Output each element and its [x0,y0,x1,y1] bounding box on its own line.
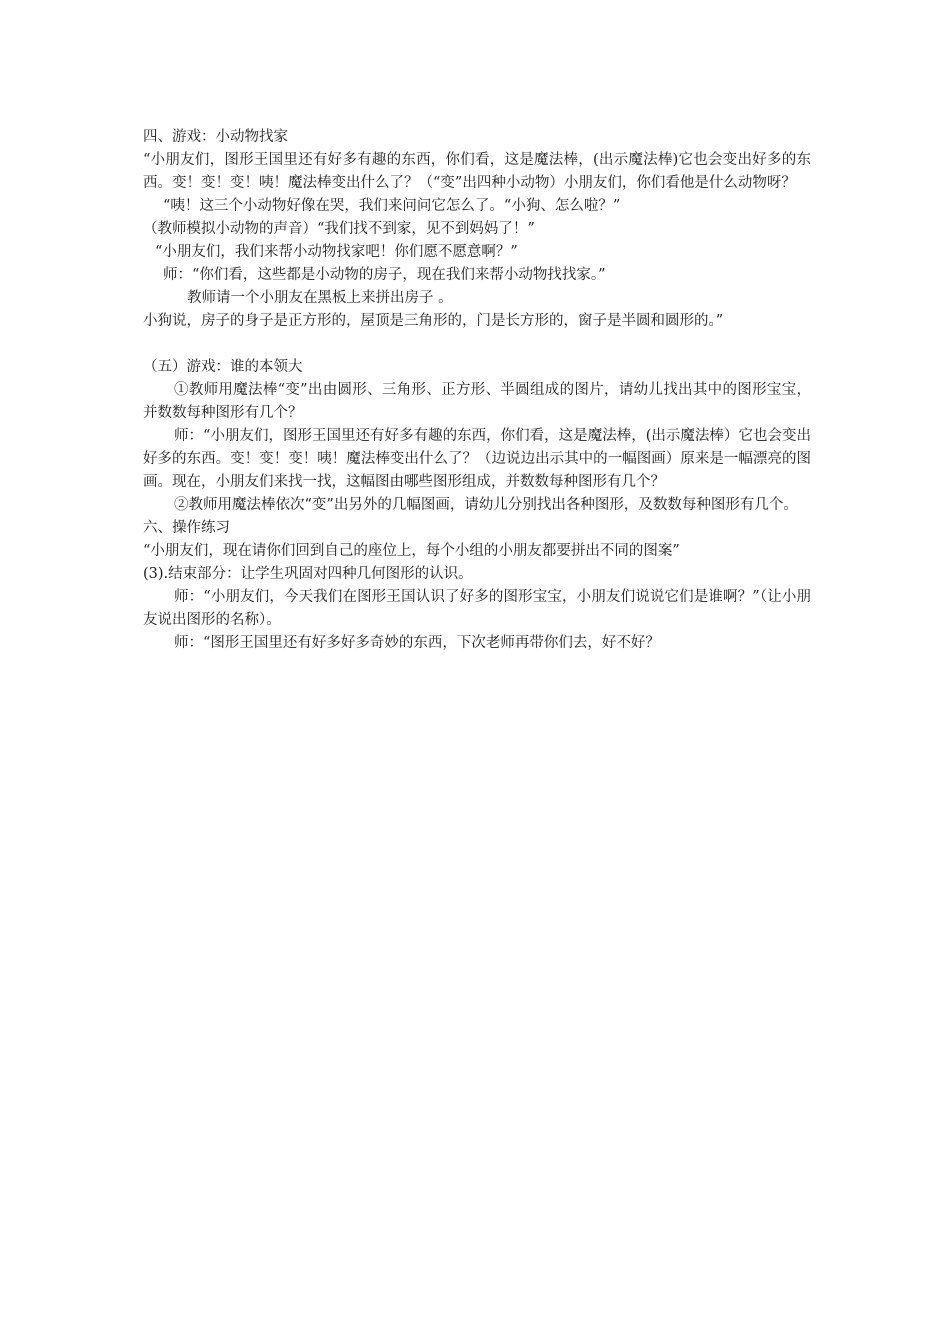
document-body [143,126,811,655]
section-5-paragraph-1: ①教师用魔法棒“变”出由圆形、三角形、正方形、半圆组成的图片，请幼儿找出其中的图形宝宝，并数数每种图形有几个？ [143,382,811,421]
closing-paragraph-1: 师：“小朋友们，今天我们在图形王国认识了好多的图形宝宝，小朋友们说说它们是谁啊？”（让小朋友说出图形的名称）。 [143,589,811,628]
section-4-paragraph-3: （教师模拟小动物的声音）“我们找不到家，见不到妈妈了！” [143,221,535,237]
section-4-heading: 四、游戏：小动物找家 [143,129,288,145]
section-4-paragraph-7: 小狗说，房子的身子是正方形的，屋顶是三角形的，门是长方形的，窗子是半圆和圆形的。” [143,313,724,329]
section-4-paragraph-4: “小朋友们，我们来帮小动物找家吧！你们愿不愿意啊？” [155,244,518,260]
section-4-paragraph-1: “小朋友们，图形王国里还有好多有趣的东西，你们看，这是魔法棒，(出示魔法棒)它也会变出好多的东西。变！变！变！咦！魔法棒变出什么了？（“变”出四种小动物）小朋友们，你们看他是什么动物呀？ [143,152,811,191]
paragraph-gap [143,333,811,356]
section-6-heading: 六、操作练习 [143,520,230,536]
closing-paragraph-2: 师：“图形王国里还有好多好多奇妙的东西，下次老师再带你们去，好不好？ [174,635,660,651]
section-4-paragraph-6: 教师请一个小朋友在黑板上来拼出房子 。 [187,290,453,306]
section-5-heading: （五）游戏：谁的本领大 [143,359,303,375]
section-6-paragraph-1: “小朋友们，现在请你们回到自己的座位上，每个小组的小朋友都要拼出不同的图案” [143,543,680,559]
section-5-paragraph-3: ②教师用魔法棒依次“变”出另外的几幅图画，请幼儿分别找出各种图形，及数数每种图形有几个。 [174,497,798,513]
closing-heading: (3).结束部分：让学生巩固对四种几何图形的认识。 [143,566,473,582]
section-4-paragraph-2: “咦！这三个小动物好像在哭，我们来问问它怎么了。“小狗、怎么啦？” [163,198,621,214]
section-4-paragraph-5: 师：“你们看，这些都是小动物的房子，现在我们来帮小动物找找家。” [163,267,606,283]
section-5-paragraph-2: 师：“小朋友们，图形王国里还有好多有趣的东西，你们看，这是魔法棒，(出示魔法棒）它也会变出好多的东西。变！变！变！咦！魔法棒变出什么了？（边说边出示其中的一幅图画）原来是一幅漂亮的图画。现在，小朋友们来找一找，这幅图由哪些图形组成，并数数每种图形有几个？ [143,428,811,490]
